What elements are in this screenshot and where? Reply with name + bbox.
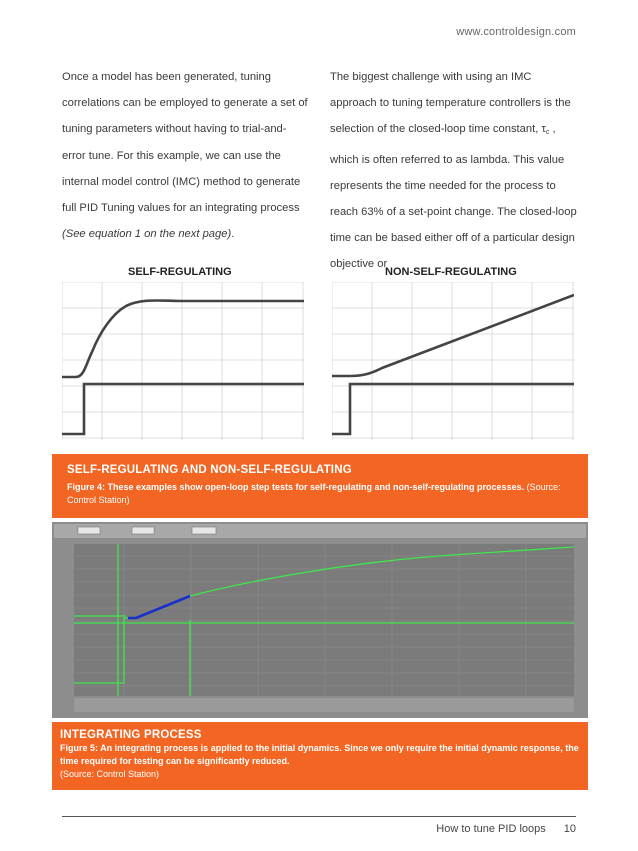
- self-regulating-label: SELF-REGULATING: [128, 266, 232, 278]
- right-column-body-a: The biggest challenge with using an IMC approach to tuning temperature controllers is the selection of the closed-loop time constant,: [330, 71, 571, 136]
- right-column-body-b: , which is often referred to as lambda. This value represents the time needed for the process to reach 63% of a set-point change. The closed-loop time can be based either off of a particular design objective or: [330, 123, 577, 271]
- figure5-caption-source: (Source: Control Station): [60, 769, 160, 779]
- figure5-caption: [52, 722, 588, 790]
- left-column-text: [62, 64, 310, 247]
- footer-title: How to tune PID loops: [436, 823, 546, 835]
- right-column-text: [330, 64, 580, 278]
- non-self-regulating-response: [332, 295, 574, 376]
- non-self-regulating-step: [332, 384, 574, 434]
- figure4-caption-title: SELF-REGULATING AND NON-SELF-REGULATING: [67, 464, 352, 476]
- site-url: www.controldesign.com: [456, 26, 576, 38]
- non-self-regulating-plot: [332, 282, 574, 440]
- figure4-caption-body: Figure 4: These examples show open-loop step tests for self-regulating and non-self-regulating processes.: [67, 482, 525, 492]
- self-regulating-response: [62, 300, 304, 377]
- figure5-caption-body-wrap: [60, 742, 580, 781]
- figure4-caption: [52, 454, 588, 518]
- non-self-regulating-label: NON-SELF-REGULATING: [385, 266, 517, 278]
- figure5-caption-title: INTEGRATING PROCESS: [60, 729, 202, 741]
- left-column-period: .: [231, 228, 235, 241]
- left-column-body: Once a model has been generated, tuning correlations can be employed to generate a set of tuning parameters without having to trial-and-error tune. For this example, we can use the internal model control (IMC) method to generate full PID Tuning values for an integrating process: [62, 71, 308, 215]
- self-regulating-step: [62, 384, 304, 434]
- self-regulating-plot: [62, 282, 304, 440]
- tau-subscript: c: [545, 129, 550, 137]
- footer: [436, 823, 576, 835]
- figure4-caption-body-wrap: [67, 481, 577, 507]
- tau-symbol: τ: [541, 123, 546, 136]
- page-number: 10: [563, 823, 576, 835]
- figure4-caption-source: (Source: Control Station): [67, 482, 561, 505]
- integrating-process-screenshot: [52, 522, 588, 718]
- left-column-reference: (See equation 1 on the next page): [62, 228, 232, 241]
- figure5-caption-body: Figure 5: An integrating process is applied to the initial dynamics. Since we only require the initial dynamic response, the time required for testing can be significantly reduced.: [60, 743, 579, 766]
- footer-divider: [62, 816, 576, 817]
